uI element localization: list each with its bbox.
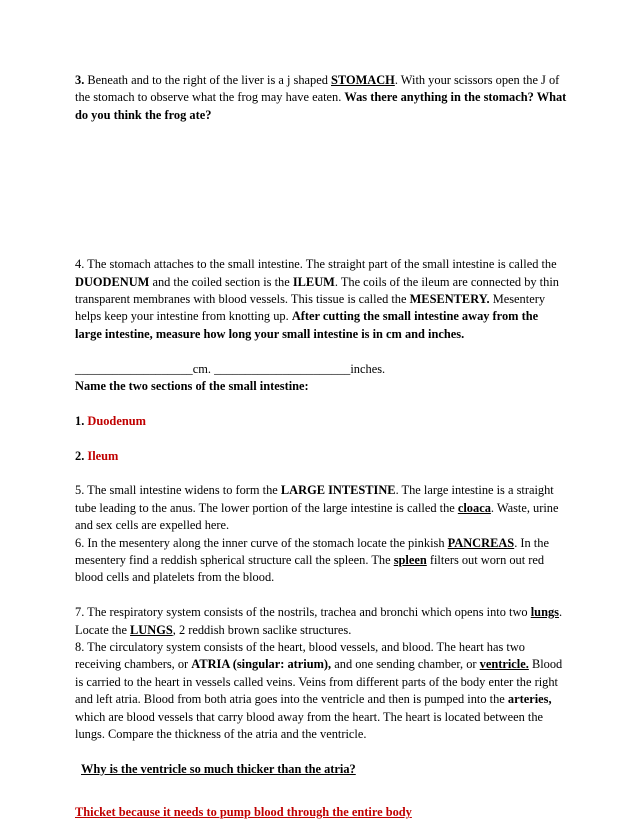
answer-2-number: 2. xyxy=(75,448,88,463)
q3-stomach: STOMACH xyxy=(331,73,395,87)
answer-2 xyxy=(75,448,567,465)
q4-ileum: ILEUM xyxy=(292,274,335,289)
q6-text-2: . In the mesentery find a reddish spherical structure call the spleen. The xyxy=(75,535,549,568)
spacer xyxy=(75,744,567,761)
q7-lungs-lower: lungs xyxy=(530,605,559,620)
q6-text-3: filters out worn out red blood cells and platelets from the blood. xyxy=(75,553,545,585)
question-3 xyxy=(75,72,567,124)
q3-question: Was there anything in the stomach? What do you think the frog ate? xyxy=(75,90,567,122)
answer-2-text: Ileum xyxy=(87,448,119,463)
q8-text-4: which are blood vessels that carry blood away from the heart. The heart is located between the lungs. Compare the thickness of the atria and the ventricle. xyxy=(75,709,544,742)
q6-text-1: 6. In the mesentery along the inner curve of the stomach locate the pinkish xyxy=(75,535,448,550)
ventricle-question: Why is the ventricle so much thicker than the atria? xyxy=(81,761,356,776)
q8-arteries: arteries, xyxy=(507,692,552,707)
q7-text-1: 7. The respiratory system consists of the nostrils, trachea and bronchi which opens into two xyxy=(75,605,531,620)
q3-text-1: Beneath and to the right of the liver is a j shaped xyxy=(84,73,332,87)
answer-space-q3 xyxy=(75,124,567,256)
q5-cloaca: cloaca xyxy=(457,500,491,515)
spacer xyxy=(75,465,567,482)
inches-blank[interactable]: ______________________ xyxy=(214,361,351,376)
q4-text-1: 4. The stomach attaches to the small intestine. The straight part of the small intestine is called the xyxy=(75,257,557,272)
q3-number: 3. xyxy=(75,73,85,87)
spacer xyxy=(75,587,567,604)
spacer xyxy=(75,395,567,412)
q8-text-1: 8. The circulatory system consists of the heart, blood vessels, and blood. The heart has two receiving chambers, or xyxy=(75,640,525,672)
q7-text-3: , 2 reddish brown saclike structures. xyxy=(172,622,352,637)
answer-1 xyxy=(75,413,567,430)
q4-text-2: and the coiled section is the xyxy=(149,274,293,289)
q7-text-2: . Locate the xyxy=(75,605,563,637)
q8-ventricle: ventricle. xyxy=(479,657,529,672)
spacer xyxy=(75,430,567,447)
q5-large-intestine: LARGE INTESTINE xyxy=(280,483,396,498)
q5-text-1: 5. The small intestine widens to form the xyxy=(75,483,281,498)
q6-pancreas: PANCREAS xyxy=(447,535,515,550)
answer-1-number: 1. xyxy=(75,413,88,428)
question-6 xyxy=(75,535,567,587)
question-5 xyxy=(75,482,567,534)
q4-question: After cutting the small intestine away from the large intestine, measure how long your small intestine is in cm and inches. xyxy=(75,309,539,341)
q3-text-2: . With your scissors open the J of the stomach to observe what the frog may have eaten. xyxy=(75,73,560,105)
cm-label: cm. xyxy=(192,361,215,376)
q8-text-2b: and one sending chamber, or xyxy=(331,657,480,672)
answer-1-text: Duodenum xyxy=(87,413,146,428)
question-4 xyxy=(75,256,567,343)
question-8 xyxy=(75,639,567,743)
q8-atria: ATRIA xyxy=(191,657,230,672)
spacer xyxy=(75,778,567,804)
sections-prompt: Name the two sections of the small intestine: xyxy=(75,379,309,394)
measurement-line xyxy=(75,361,567,378)
spacer xyxy=(75,343,567,360)
ventricle-answer: Thicket because it needs to pump blood through the entire body xyxy=(75,805,412,820)
inches-label: inches. xyxy=(350,361,386,376)
q4-mesentery: MESENTERY. xyxy=(409,292,490,307)
q6-spleen: spleen xyxy=(393,553,427,568)
q8-singular: (singular: atrium), xyxy=(229,657,332,672)
question-7 xyxy=(75,604,567,639)
q8-text-3: Blood is carried to the heart in vessels called veins. Veins from different parts of the body enter the right and left atria. Blood from both atria goes into the ventricle and then is pumped into the xyxy=(75,657,563,707)
q4-text-3: . The coils of the ileum are connected by thin transparent membranes with blood vessels. This tissue is called the xyxy=(75,274,559,307)
worksheet-page xyxy=(75,72,567,822)
q5-text-3: . Waste, urine and sex cells are expelled here. xyxy=(75,500,559,533)
q4-text-4: Mesentery helps keep your intestine from knotting up. xyxy=(75,292,546,324)
q7-lungs-upper: LUNGS xyxy=(130,622,173,637)
cm-blank[interactable]: ___________________ xyxy=(75,361,193,376)
q5-text-2: . The large intestine is a straight tube leading to the anus. The lower portion of the large intestine is called the xyxy=(75,483,554,515)
q4-duodenum: DUODENUM xyxy=(75,274,150,289)
